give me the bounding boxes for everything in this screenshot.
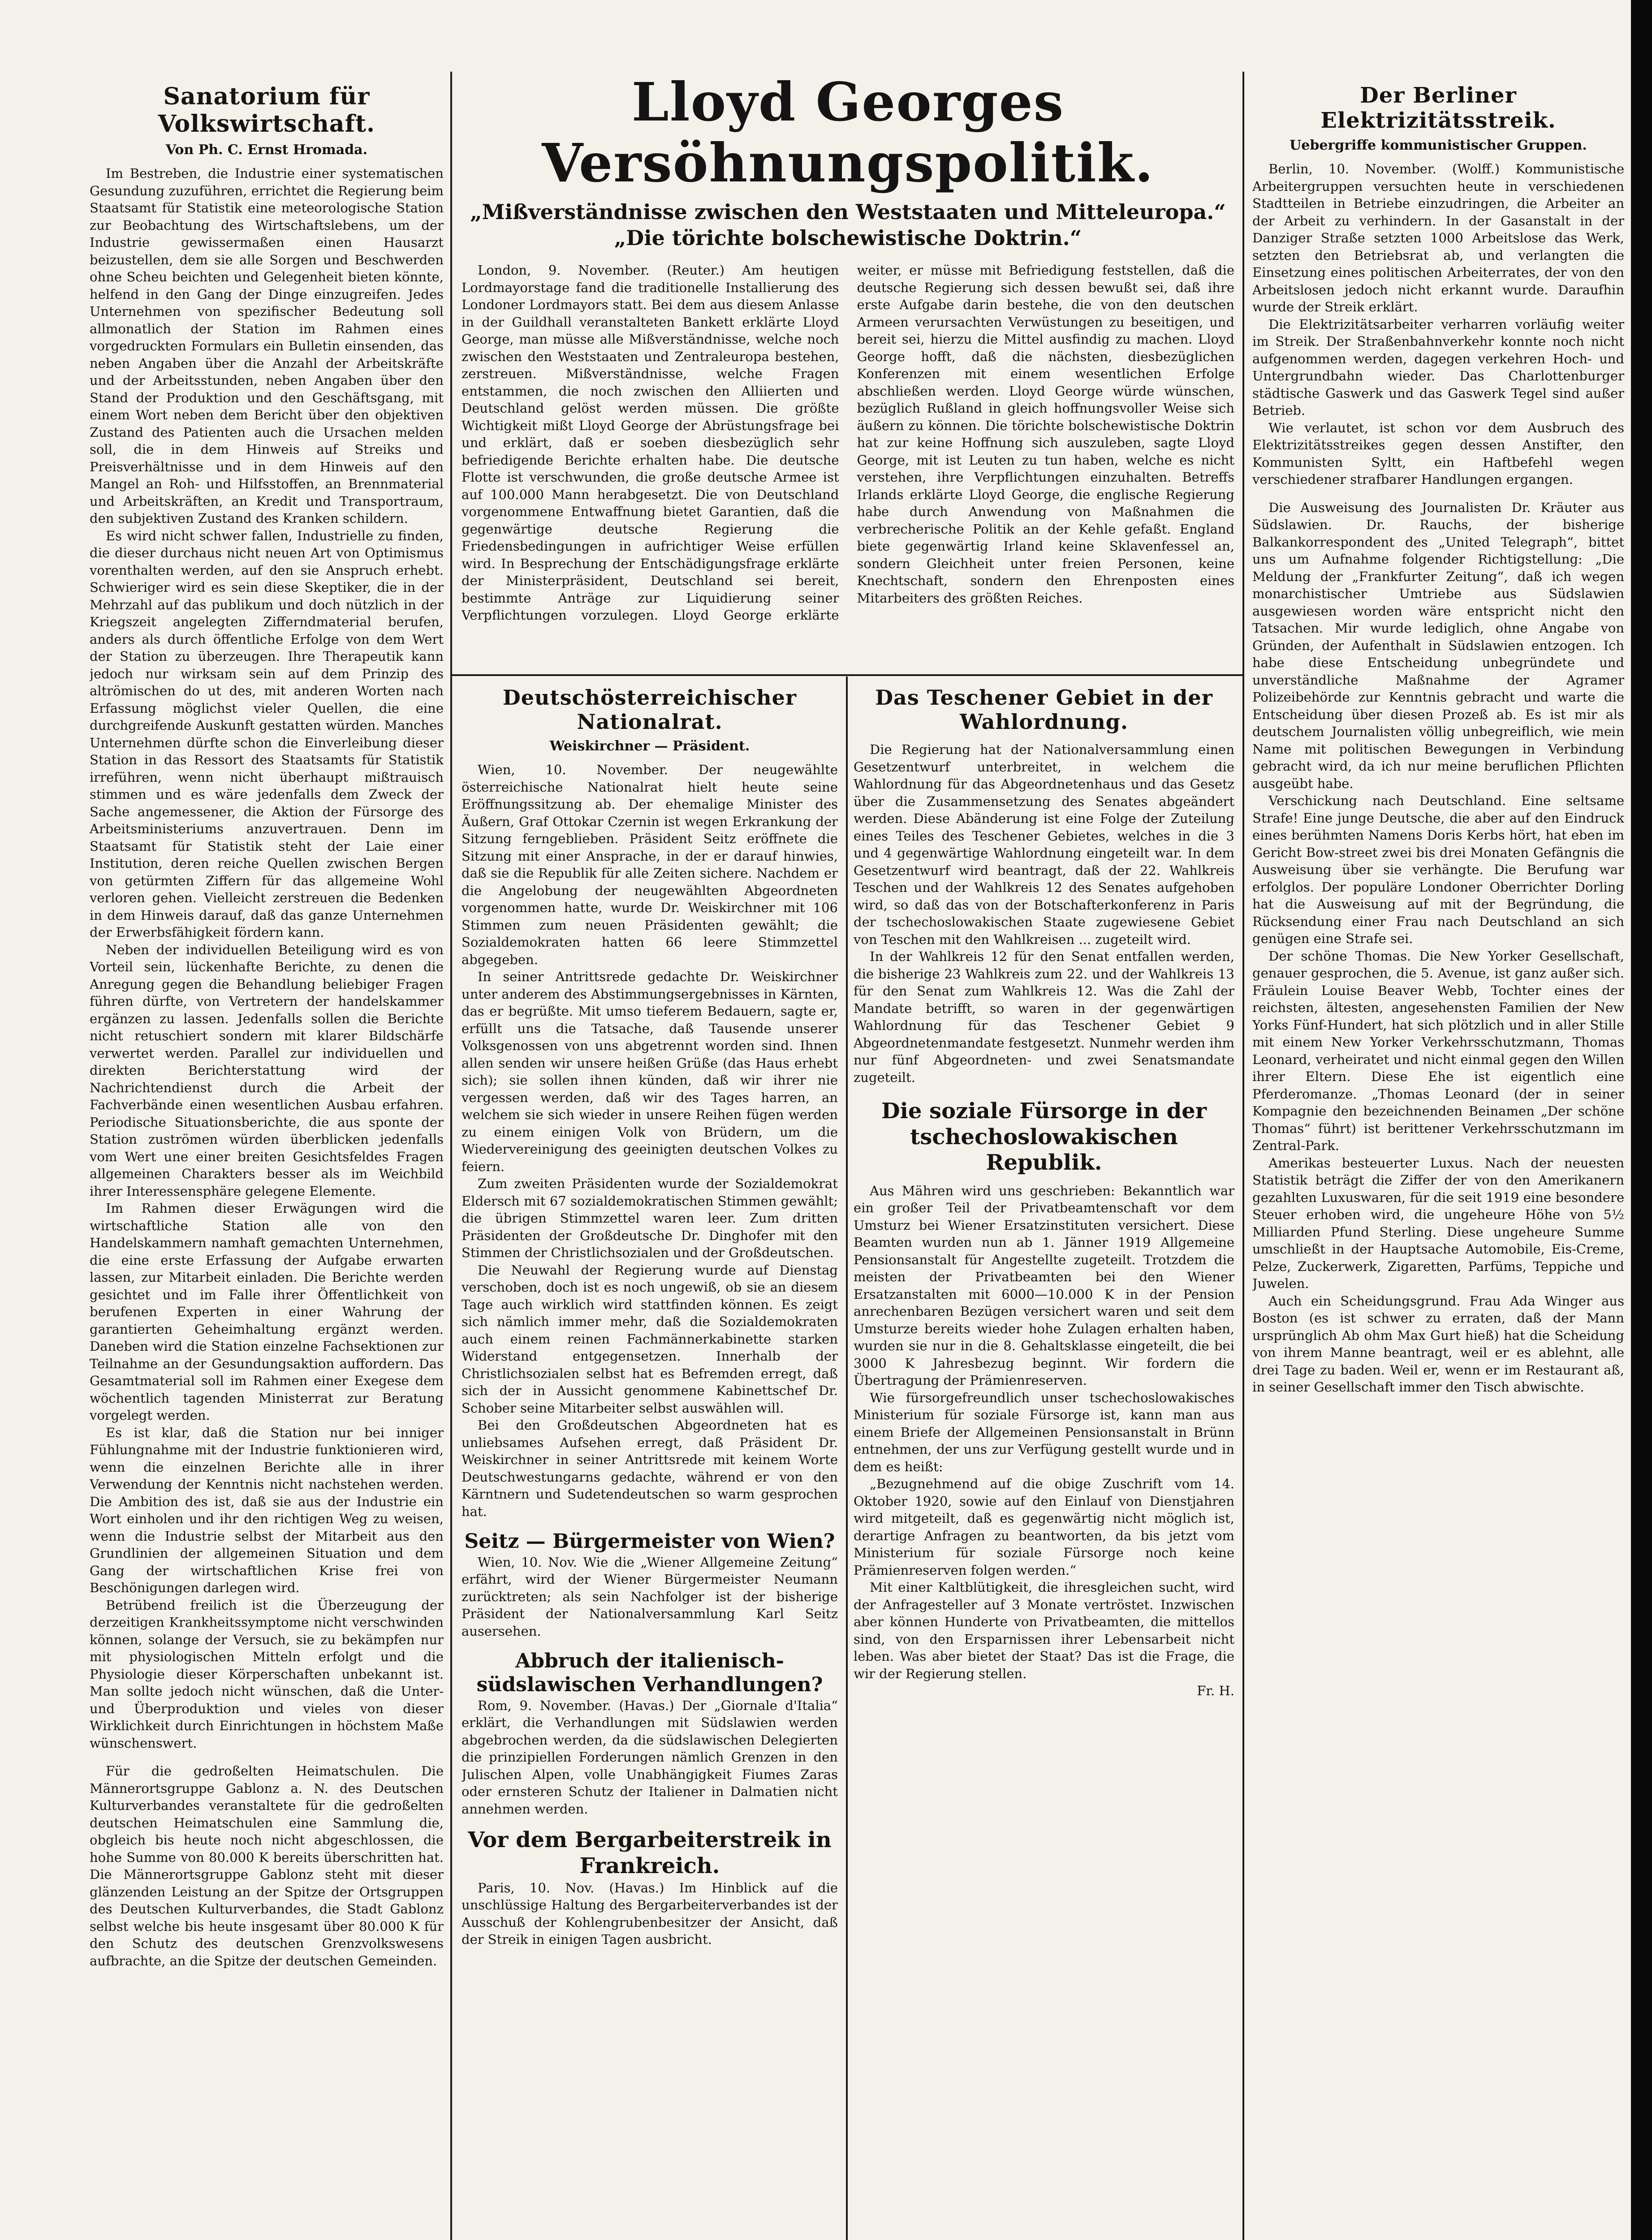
paragraph: London, 9. November. (Reuter.) Am heutigen Lordmayorstage fand die traditionelle Installierung des Londoner Lordmayors statt. Bei dem aus diesem Anlasse in der Guildhall veranstalteten Bankett erklärte Lloyd George, man müsse alle Mißverständnisse, welche noch zwischen den Weststaaten und Zentraleuropa bestehen, zerstreuen. Mißverständnisse, welche Fragen entstammen, die noch zwischen den Alliierten und Deutschland gelöst werden müssen. Die größte Wichtigkeit mißt Lloyd George der Abrüstungsfrage bei und erklärt, daß er soeben diesbezüglich sehr befriedigende Berichte erhalten habe. Die deutsche Flotte ist verschwunden, die große deutsche Armee ist auf 100.000 Mann herabgesetzt. Die von Deutschland vorgenommene Entwaffnung bietet Garantien, daß die gegenwärtige deutsche Regierung die Friedensbedingungen in aufrichtiger Weise erfüllen wird. In Besprechung der Entschädigungsfrage erklärte der Ministerpräsident, Deutschland sei bereit, bestimmte Anträge zur Liquidierung seiner Verpflichtungen vorzulegen. Lloyd George erklärte weiter, er müsse mit Befriedigung feststellen, daß die deutsche Regierung sich dessen bewußt sei, daß ihre erste Aufgabe darin bestehe, die von den deutschen Armeen verursachten Verwüstungen zu beseitigen, und bereit sei, hierzu die Mittel ausfindig zu machen. Lloyd George hofft, daß die nächsten, diesbezüglichen Konferenzen mit einem wesentlichen Erfolge abschließen werden. Lloyd George würde wünschen, bezüglich Rußland in gleich hoffnungsvoller Weise sich äußern zu können. Die törichte bolschewistische Doktrin hat zur keine Hoffnung sich auszuleben, sagte Lloyd George, mit ist Leuten zu tun haben, welche es nicht verstehen, ihre Verpflichtungen einzuhalten. Betreffs Irlands erklärte Lloyd George, die englische Regierung habe durch Anwendung von Maßnahmen die verbrecherische Politik an der Kehle gefaßt. England biete gegenwärtig Irland keine Sklavenfessel an, sondern Gleichheit unter freien Personen, keine Knechtschaft, sondern den Ehrenposten eines Mitarbeiters des größten Reiches.: [462, 263, 1234, 623]
paragraph: Mit einer Kaltblütigkeit, die ihresgleichen sucht, wird der Anfragesteller auf 3 Monate vertröstet. Inzwischen aber können Hunderte von Privatbeamten, die mittellos sind, von den Ersparnissen ihrer Lebensarbeit nicht leben. Was aber bietet der Staat? Das ist die Frage, die wir der Regierung stellen.: [854, 1580, 1234, 1681]
news-item: Amerikas besteuerter Luxus. Nach der neuesten Statistik beträgt die Ziffer der von den Amerikanern gezahlten Luxuswaren, für die seit 1919 eine besondere Steuer erhoben wird, die ungeheure Höhe von 5½ Milliarden Pfund Sterling. Diese ungeheure Summe umschließt in der Hauptsache Automobile, Eis-Creme, Pelze, Zuckerwerk, Zigaretten, Parfüms, Teppiche und Juwelen.: [1252, 1155, 1624, 1291]
article-sanatorium: [90, 83, 444, 2240]
paragraph: In der Wahlkreis 12 für den Senat entfallen werden, die bisherige 23 Wahlkreis zum 22. und der Wahlkreis 13 für den Senat zum Wahlkreis 12. Was die Zahl der Mandate betrifft, so waren in der gegenwärtigen Wahlordnung für das Teschener Gebiet 9 Abgeordnetenmandate festgesetzt. Nunmehr werden ihm nur fünf Abgeordneten- und zwei Senatsmandate zugeteilt.: [854, 949, 1234, 1085]
paragraph: Für die gedroßelten Heimatschulen. Die Männerortsgruppe Gablonz a. N. des Deutschen Kulturverbandes veranstaltete für die gedroßelten deutschen Heimatschulen eine Sammlung die, obgleich bis heute noch nicht abgeschlossen, die hohe Summe von 80.000 K bereits überschritten hat. Die Männerortsgruppe Gablonz steht mit dieser glänzenden Leistung an der Spitze der Ortsgruppen des Deutschen Kulturverbandes, die Stadt Gablonz selbst welche bis heute insgesamt über 80.000 K für den Schutz des deutschen Grenzvolkswesens aufbrachte, an die Spitze der deutschen Gemeinden.: [90, 1763, 444, 1969]
article-title-bergarbeiter: Vor dem Bergarbeiterstreik in Frankreich.: [468, 1827, 832, 1878]
article-body-seitz: [462, 1554, 838, 1640]
article-nationalrat: [462, 685, 838, 2240]
signature: Fr. H.: [1197, 1683, 1234, 1699]
column-rule: [1242, 72, 1244, 2240]
article-headline: Lloyd Georges Versöhnungspolitik.: [542, 72, 1154, 194]
article-title: Der Berliner Elektrizitätsstreik.: [1320, 83, 1556, 133]
article-body: [1252, 160, 1624, 488]
horizontal-rule: [450, 674, 1242, 676]
page-edge-shadow: [1631, 0, 1652, 2240]
article-title-fuersorge: Die soziale Fürsorge in der tschechoslowakischen Republik.: [881, 1098, 1207, 1176]
news-note: [90, 1762, 444, 1969]
paragraph: Berlin, 10. November. (Wolff.) Kommunistische Arbeitergruppen versuchten heute in verschiedenen Stadtteilen in Betriebe einzudringen, die Arbeiter an der Arbeit zu verhindern. In der Gasanstalt in der Danziger Straße setzten 1000 Arbeitslose das Werk, setzten den Betriebsrat ab, und verlangten die Einsetzung eines politischen Arbeiterrates, der von den Arbeitslosen jedoch nicht erkannt wurde. Daraufhin wurde der Streik erklärt.: [1252, 161, 1624, 314]
paragraph: Die Elektrizitätsarbeiter verharren vorläufig weiter im Streik. Der Straßenbahnverkehr konnte noch nicht aufgenommen werden, dagegen verkehren Hoch- und Untergrundbahn wieder. Das Charlottenburger städtische Gaswerk und das Gaswerk Tegel sind außer Betrieb.: [1252, 316, 1624, 418]
paragraph: Rom, 9. November. (Havas.) Der „Giornale d'Italia“ erklärt, die Verhandlungen mit Südslawien werden abgebrochen werden, da die südslawischen Delegierten die prinzipiellen Forderungen nämlich Grenzen in den Julischen Alpen, volle Unabhängigkeit Fiumes Zaras oder ernsteren Schutz der Italiener in Dalmatien nicht annehmen werden.: [462, 1697, 838, 1817]
paragraph: Wie fürsorgefreundlich unser tschechoslowakisches Ministerium für soziale Fürsorge ist, kann man aus einem Briefe der Allgemeinen Pensionsanstalt in Brünn entnehmen, der uns zur Verfügung gestellt wurde und in dem es heißt:: [854, 1390, 1234, 1474]
article-teschen: [854, 685, 1234, 2240]
article-body: [90, 165, 444, 1752]
paragraph: Wien, 10. Nov. Wie die „Wiener Allgemeine Zeitung“ erfährt, wird der Wiener Bürgermeister Neumann zurücktreten; als sein Nachfolger ist der bisherige Präsident der Nationalversammlung Karl Seitz ausersehen.: [462, 1554, 838, 1639]
article-title-seitz: Seitz — Bürgermeister von Wien?: [464, 1530, 835, 1553]
article-subtitle: „Die törichte bolschewistische Doktrin.“: [614, 225, 1082, 250]
paragraph: Wien, 10. November. Der neugewählte österreichische Nationalrat hielt heute seine Eröffnungssitzung ab. Der ehemalige Minister des Äußern, Graf Ottokar Czernin ist wegen Erkrankung der Sitzung ferngeblieben. Präsident Seitz eröffnete die Sitzung mit einer Ansprache, in der er darauf hinwies, daß sie die Republik für alle Zeiten sichere. Nachdem er die Angelobung der neugewählten Abgeordneten vorgenommen hatte, wurde Dr. Weiskirchner mit 106 Stimmen zum neuen Präsidenten gewählt; die Sozialdemokraten hatten 66 leere Stimmzettel abgegeben.: [462, 762, 838, 967]
news-item: Auch ein Scheidungsgrund. Frau Ada Winger aus Boston (es ist schwer zu erraten, daß der Mann ursprünglich Ab ohm Max Gurt hieß) hat die Scheidung von ihrem Manne beantragt, weil er es ablehnt, alle drei Tage zu baden. Weil er, wenn er im Restaurant aß, in seiner Gesellschaft immer den Tisch abwischte.: [1252, 1293, 1624, 1395]
paragraph: Wie verlautet, ist schon vor dem Ausbruch des Elektrizitätsstreikes gegen dessen Anstifter, den Kommunisten Syltt, ein Haftbefehl wegen verschiedener strafbarer Handlungen ergangen.: [1252, 420, 1624, 487]
column-rule: [846, 676, 848, 2240]
article-body-fuersorge: [854, 1182, 1234, 1700]
article-byline: Von Ph. C. Ernst Hromada.: [165, 142, 368, 158]
article-subtitle: „Mißverständnisse zwischen den Weststaaten und Mitteleuropa.“: [470, 200, 1226, 224]
paragraph: Im Rahmen dieser Erwägungen wird die wirtschaftliche Station alle von den Handelskammern namhaft gemachten Unternehmen, die eine erste Erfassung der Aufgabe erwarten lassen, zur Mitarbeit einladen. Die Berichte werden gesichtet und im Falle ihrer Öffentlichkeit von berufenen Experten in einer Wahrung der garantierten Geheimhaltung ergänzt werden. Daneben wird die Station einzelne Fachsektionen zur Teilnahme an der Gesundungsaktion auffordern. Das Gesamtmaterial soll im Rahmen einer Exegese dem wöchentlich tagenden Ministerrat zur Beratung vorgelegt werden.: [90, 1201, 444, 1423]
paragraph: Die Regierung hat der Nationalversammlung einen Gesetzentwurf unterbreitet, in welchem die Wahlordnung für das Abgeordnetenhaus und das Gesetz über die Zusammensetzung des Senates abgeändert werden. Diese Abänderung ist eine Folge der Zuteilung eines Teiles des Teschener Gebietes, welches in die 3 und 4 gegenwärtige Wahlordnung eingeteilt war. In dem Gesetzentwurf wird beantragt, daß der 22. Wahlkreis Teschen und der Wahlkreis 12 des Senates aufgehoben wird, so daß das von der Botschafterkonferenz in Paris der tschechoslowakischen Staate zugewiesene Gebiet von Teschen mit den Wahlkreisen ... zugeteilt wird.: [854, 742, 1234, 947]
paragraph: Paris, 10. Nov. (Havas.) Im Hinblick auf die unschlüssige Haltung des Bergarbeiterverbandes ist der Ausschuß der Kohlengrubenbesitzer der Ansicht, daß der Streik in einigen Tagen ausbricht.: [462, 1880, 838, 1947]
paragraph: Bei den Großdeutschen Abgeordneten hat es unliebsames Aufsehen erregt, daß Präsident Dr. Weiskirchner in seiner Antrittsrede mit keinem Worte Deutschwestungarns gedachte, während er von den Kärntnern und Sudetendeutschen so warm gesprochen hat.: [462, 1417, 838, 1519]
paragraph: Aus Mähren wird uns geschrieben: Bekanntlich war ein großer Teil der Privatbeamtenschaft vor dem Umsturz bei Wiener Ersatzinstituten versichert. Diese Beamten wurden nun ab 1. Jänner 1919 Allgemeine Pensionsanstalt für Angestellte zugeteilt. Trotzdem die meisten der Privatbeamten bei den Wiener Ersatzanstalten mit 6000—10.000 K in der Pension anrechenbaren Bezügen versichert waren und seit dem Umsturze bereits wieder hohe Zulagen erhalten haben, wurden sie nur in die 8. Gehaltsklasse eingeteilt, die bei 3000 K Jahresbezug beginnt. Wir fordern die Übertragung der Prämienreserven.: [854, 1183, 1234, 1388]
article-subtitle: Weiskirchner — Präsident.: [549, 738, 750, 754]
article-title: Das Teschener Gebiet in der Wahlordnung.: [875, 685, 1213, 734]
article-title: Deutschösterreichischer Nationalrat.: [502, 685, 797, 734]
article-elektrizitaet: [1252, 83, 1624, 2240]
article-lloyd-george: [462, 72, 1234, 672]
news-item: Der schöne Thomas. Die New Yorker Gesellschaft, genauer gesprochen, die 5. Avenue, ist ganz außer sich. Fräulein Louise Beaver Webb, Tochter eines der reichsten, ältesten, angesehensten Familien der New Yorks Fünf-Hundert, hat sich plötzlich und in aller Stille mit einem New Yorker Verkehrsschutzmann, Thomas Leonard, verheiratet und nicht einmal gegen den Willen ihrer Eltern. Diese Ehe ist eigentlich eine Pferderomanze. „Thomas Leonard (der in seiner Kompagnie den bezeichnenden Beinamen „Der schöne Thomas“ führt) ist berittener Verkehrsschutzmann im Zentral-Park.: [1252, 948, 1624, 1153]
article-body: [462, 262, 1234, 624]
paragraph: Neben der individuellen Beteiligung wird es von Vorteil sein, lückenhafte Berichte, zu denen die Anregung gegen die Behandlung beliebiger Fragen führen dürfte, von Vertretern der handelskammer ergänzen zu lassen. Jedenfalls sollen die Berichte nicht retuschiert sondern mit klarer Bildschärfe verwertet werden. Parallel zur individuellen und direkten Berichterstattung wird der Nachrichtendienst durch die Arbeit der Fachverbände einen wesentlichen Ausbau erfahren. Periodische Situationsberichte, die aus sponte der Station zuströmen würden überblicken jedenfalls vom Wert une einer breiten Gesichtsfeldes Fragen allgemeinen Charakters besser als im Weichbild ihrer Interessensphäre gelegene Elemente.: [90, 942, 444, 1199]
column-rule: [450, 72, 452, 2240]
paragraph: Im Bestreben, die Industrie einer systematischen Gesundung zuzuführen, errichtet die Regierung beim Staatsamt für Statistik eine meteorologische Station zur Beobachtung des Wirtschaftslebens, um der Industrie gewissermaßen einen Hausarzt beizustellen, dem sie alle Sorgen und Beschwerden ohne Scheu beichten und Gelegenheit bieten könnte, helfend in den Gang der Dinge einzugreifen. Jedes Unternehmen von spezifischer Bedeutung soll allmonatlich der Station im Rahmen eines vorgedruckten Formulars ein Bulletin einsenden, das neben Angaben über die Anzahl der Arbeitskräfte und der Arbeitsstunden, neben Angaben über den Stand der Produktion und den Geschäftsgang, mit einem Wort neben dem Bericht über den objektiven Zustand des Patienten auch die Ursachen melden soll, die in dem Hinweis auf Streiks und Preisverhältnisse und in dem Hinweis auf den Mangel an Roh- und Hilfsstoffen, an Brennmaterial und Arbeitskräften, an Kredit und Transportraum, den subjektiven Zustand des Kranken schildern.: [90, 166, 444, 526]
article-title: Sanatorium für Volkswirtschaft.: [158, 83, 375, 138]
paragraph: „Bezugnehmend auf die obige Zuschrift vom 14. Oktober 1920, sowie auf den Einlauf von Dienstjahren wird mitgeteilt, daß es gegenwärtig nicht möglich ist, derartige Anfragen zu beantworten, da bis jetzt vom Ministerium für soziale Fürsorge noch keine Prämienreserven folgen werden.“: [854, 1476, 1234, 1578]
paragraph: Betrübend freilich ist die Überzeugung der derzeitigen Krankheitssymptome nicht verschwinden können, solange der Versuch, sie zu bekämpfen nur mit physiologischen Mitteln erfolgt und die Physiologie dieser Körperschaften unbekannt ist. Man sollte jedoch nicht wünschen, daß die Unter- und Überproduktion und vieles von dieser Wirklichkeit durch Einrichtungen in höchstem Maße wünschenswert.: [90, 1597, 444, 1751]
news-items: [1252, 499, 1624, 1396]
paragraph: Es ist klar, daß die Station nur bei inniger Fühlungnahme mit der Industrie funktionieren wird, wenn die einzelnen Berichte alle in ihrer Verwendung der Kenntnis nicht nachstehen werden. Die Ambition des ist, daß sie aus der Industrie ein Wort einholen und ihr den richtigen Weg zu weisen, wenn die Industrie selbst der Mitarbeit aus den Grundlinien der allgemeinen Situation und dem Gang der wirtschaftlichen Krise frei von Beschönigungen darlegen wird.: [90, 1425, 444, 1595]
article-subtitle: Uebergriffe kommunistischer Gruppen.: [1290, 138, 1587, 153]
article-body-bergarbeiter: [462, 1879, 838, 1948]
paragraph: Zum zweiten Präsidenten wurde der Sozialdemokrat Eldersch mit 67 sozialdemokratischen Stimmen gewählt; die übrigen Stimmzettel waren leer. Zum dritten Präsidenten der Großdeutsche Dr. Dinghofer mit den Stimmen der Christlichsozialen und der Großdeutschen.: [462, 1176, 838, 1260]
article-body: [462, 761, 838, 1520]
paragraph: Es wird nicht schwer fallen, Industrielle zu finden, die dieser durchaus nicht neuen Art von Optimismus vorenthalten werden, auf den sie Anspruch erhebt. Schwieriger wird es sein diese Skeptiker, die in der Mehrzahl auf das publikum und doch nützlich in der Kriegszeit angelegten Zifferndmaterial berufen, anders als durch öffentliche Erfolge von dem Wert der Station zu überzeugen. Ihre Therapeutik kann jedoch nur wirksam sein auf dem Prinzip des altrömischen do ut des, mit anderen Worten nach Erfassung möglichst vieler Quellen, die eine durchgreifende Auskunft gestatten würden. Manches Unternehmen dürfte schon die Einverleibung dieser Station in das Ressort des Staatsamts für Statistik irreführen, wenn nicht überhaupt mißtrauisch stimmen und es wäre jedenfalls dem Zweck der Sache angemessener, die Aktion der Fürsorge des Arbeitsministeriums anzuvertrauen. Denn im Staatsamt für Statistik steht der Laie einer Institution, deren reiche Quellen zwischen Bergen von getürmten Ziffern für das allgemeine Wohl verloren gehen. Vielleicht zerstreuen die Bedenken in dem Hinweis darauf, daß das ganze Unternehmen der Erwerbsfähigkeit fördern kann.: [90, 528, 444, 940]
paragraph: In seiner Antrittsrede gedachte Dr. Weiskirchner unter anderem des Abstimmungsergebnisses in Kärnten, das er begrüßte. Mit umso tieferem Bedauern, sagte er, erfüllt uns die Tatsache, daß Tausende unserer Volksgenossen von uns abgetrennt worden sind. Ihnen allen senden wir unsere heißen Grüße (das Haus erhebt sich); sie sollen ihnen künden, daß wir ihrer nie vergessen werden, daß wir des Tages harren, an welchem sie sich wieder in unsere Reihen fügen werden zu einem einigen Volk von Brüdern, um die Wiedervereinigung des geeinigten deutschen Volkes zu feiern.: [462, 969, 838, 1174]
article-body-abbruch: [462, 1697, 838, 1818]
article-title-abbruch: Abbruch der italienisch-südslawischen Verhandlungen?: [476, 1650, 823, 1697]
news-item: Die Ausweisung des Journalisten Dr. Kräuter aus Südslawien. Dr. Rauchs, der bisherige Balkankorrespondent des „United Telegraph“, bittet uns um Aufnahme folgender Richtigstellung: „Die Meldung der „Frankfurter Zeitung“, daß ich wegen monarchistischer Umtriebe aus Südslawien ausgewiesen worden wäre entspricht nicht den Tatsachen. Mir wurde lediglich, ohne Angabe von Gründen, der Aufenthalt in Südslawien entzogen. Ich habe diese Entscheidung unbegründete und unverständliche Maßnahme der Agramer Polizeibehörde zur Kenntnis gebracht und warte die Entscheidung über diesen Prozeß ab. Es ist mir als deutschem Journalisten völlig unbegreiflich, wie mein Name mit politischen Bewegungen in Verbindung gebracht wird, da ich nur meine beruflichen Pflichten ausgeübt habe.: [1252, 500, 1624, 791]
news-item: Verschickung nach Deutschland. Eine seltsame Strafe! Eine junge Deutsche, die aber auf den Eindruck eines berühmten Namens Doris Kerbs hört, hat eben im Gericht Bow-street zwei bis drei Monaten Gefängnis die Ausweisung über sie verhängte. Die Berufung war erfolglos. Der populäre Londoner Oberrichter Dorling hat die Ausweisung auf mit der Begründung, die Rücksendung einer Frau nach Deutschland an sich genügen eine Strafe sei.: [1252, 793, 1624, 946]
paragraph: Die Neuwahl der Regierung wurde auf Dienstag verschoben, doch ist es noch ungewiß, ob sie an diesem Tage auch wirklich wird stattfinden können. Es zeigt sich nämlich immer mehr, daß die Sozialdemokraten auch einem reinen Fachmännerkabinette starken Widerstand entgegensetzen. Innerhalb der Christlichsozialen selbst hat es Befremden erregt, daß sich der in Aussicht genommene Kabinettschef Dr. Schober seine Mitarbeiter selbst auswählen will.: [462, 1262, 838, 1416]
article-body: [854, 741, 1234, 1086]
